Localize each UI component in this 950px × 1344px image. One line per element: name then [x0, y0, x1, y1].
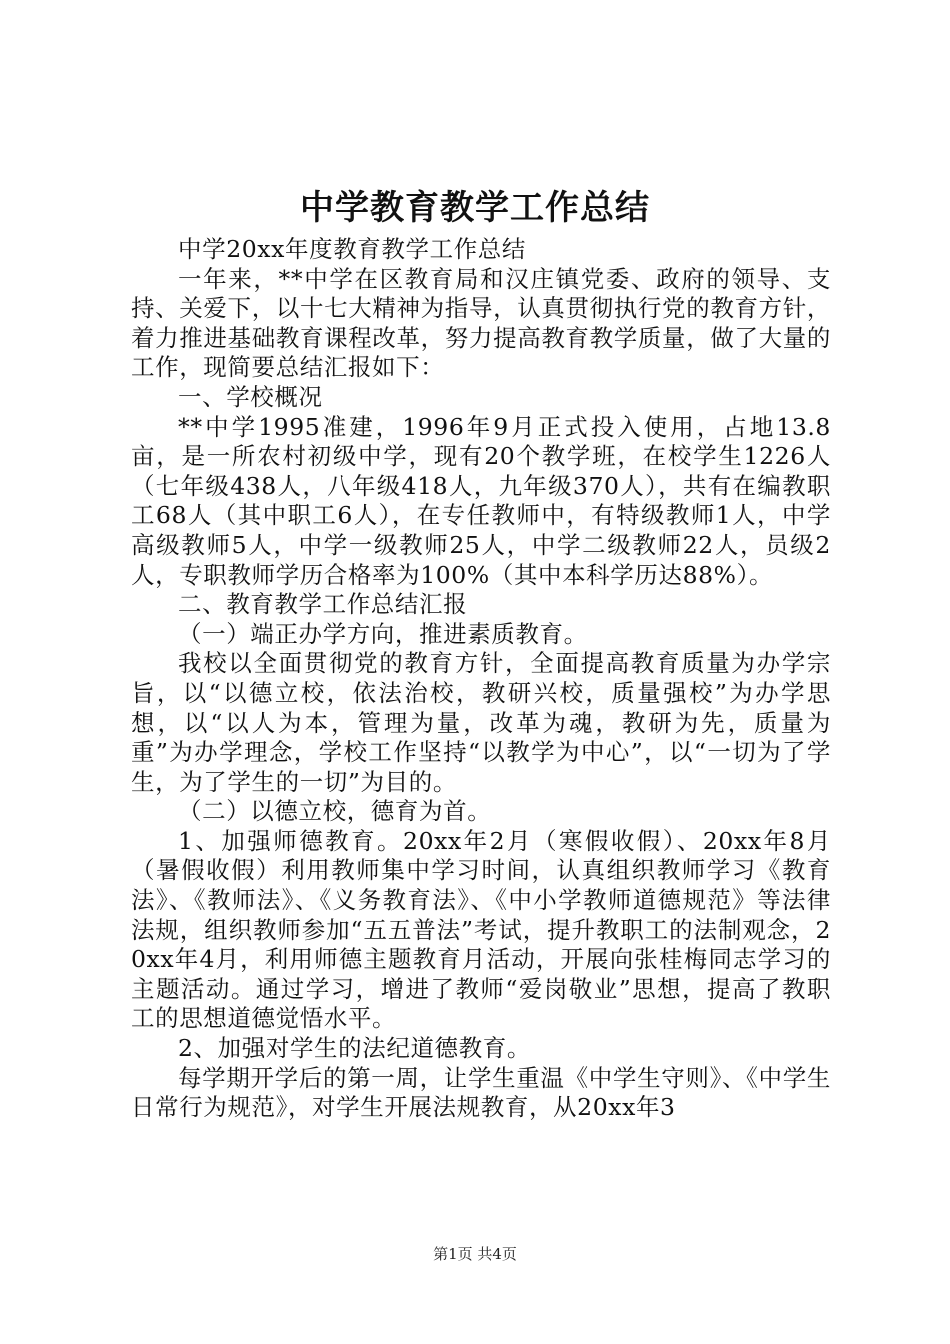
paragraph-subtitle: 中学20xx年度教育教学工作总结	[178, 235, 527, 263]
document-body	[131, 235, 831, 1123]
page-footer: 第1页 共4页	[433, 1245, 517, 1263]
subsection-heading-2: （二）以德立校，德育为首。	[178, 797, 492, 826]
paragraph-intro: 一年来，**中学在区教育局和汉庄镇党委、政府的领导、支持、关爱下，以十七大精神为指导，认真贯彻执行党的教育方针，着力推进基础教育课程改革，努力提高教育教学质量，做了大量的工作，现简要总结汇报如下：	[131, 264, 831, 382]
paragraph-school-overview: **中学1995准建，1996年9月正式投入使用，占地13.8亩，是一所农村初级中学，现有20个教学班，在校学生1226人（七年级438人，八年级418人，九年级370人），共有在编教职工68人（其中职工6人），在专任教师中，有特级教师1人，中学高级教师5人，中学一级教师25人，中学二级教师22人，员级2人，专职教师学历合格率为100%（其中本科学历达88%）。	[131, 412, 831, 589]
paragraph-student-education: 每学期开学后的第一周，让学生重温《中学生守则》、《中学生日常行为规范》，对学生开展法规教育，从20xx年3	[131, 1063, 831, 1122]
subsection-heading-1: （一）端正办学方向，推进素质教育。	[178, 619, 588, 648]
document-title: 中学教育教学工作总结	[300, 188, 650, 228]
section-heading-school-overview: 一、学校概况	[178, 382, 323, 411]
item-heading-student-education: 2、加强对学生的法纪道德教育。	[178, 1034, 531, 1063]
paragraph-school-philosophy: 我校以全面贯彻党的教育方针，全面提高教育质量为办学宗旨，以“以德立校，依法治校，教研兴校，质量强校”为办学思想，以“以人为本，管理为量，改革为魂，教研为先，质量为重”为办学理念，学校工作坚持“以教学为中心”，以“一切为了学生，为了学生的一切”为目的。	[131, 649, 831, 796]
section-heading-work-report: 二、教育教学工作总结汇报	[178, 590, 468, 619]
paragraph-teacher-ethics: 1、加强师德教育。20xx年2月（寒假收假）、20xx年8月（暑假收假）利用教师集中学习时间，认真组织教师学习《教育法》、《教师法》、《义务教育法》、《中小学教师道德规范》等法律法规，组织教师参加“五五普法”考试，提升教职工的法制观念，20xx年4月，利用师德主题教育月活动，开展向张桂梅同志学习的主题活动。通过学习，增进了教师“爱岗敬业”思想，提高了教职工的思想道德觉悟水平。	[131, 826, 831, 1033]
